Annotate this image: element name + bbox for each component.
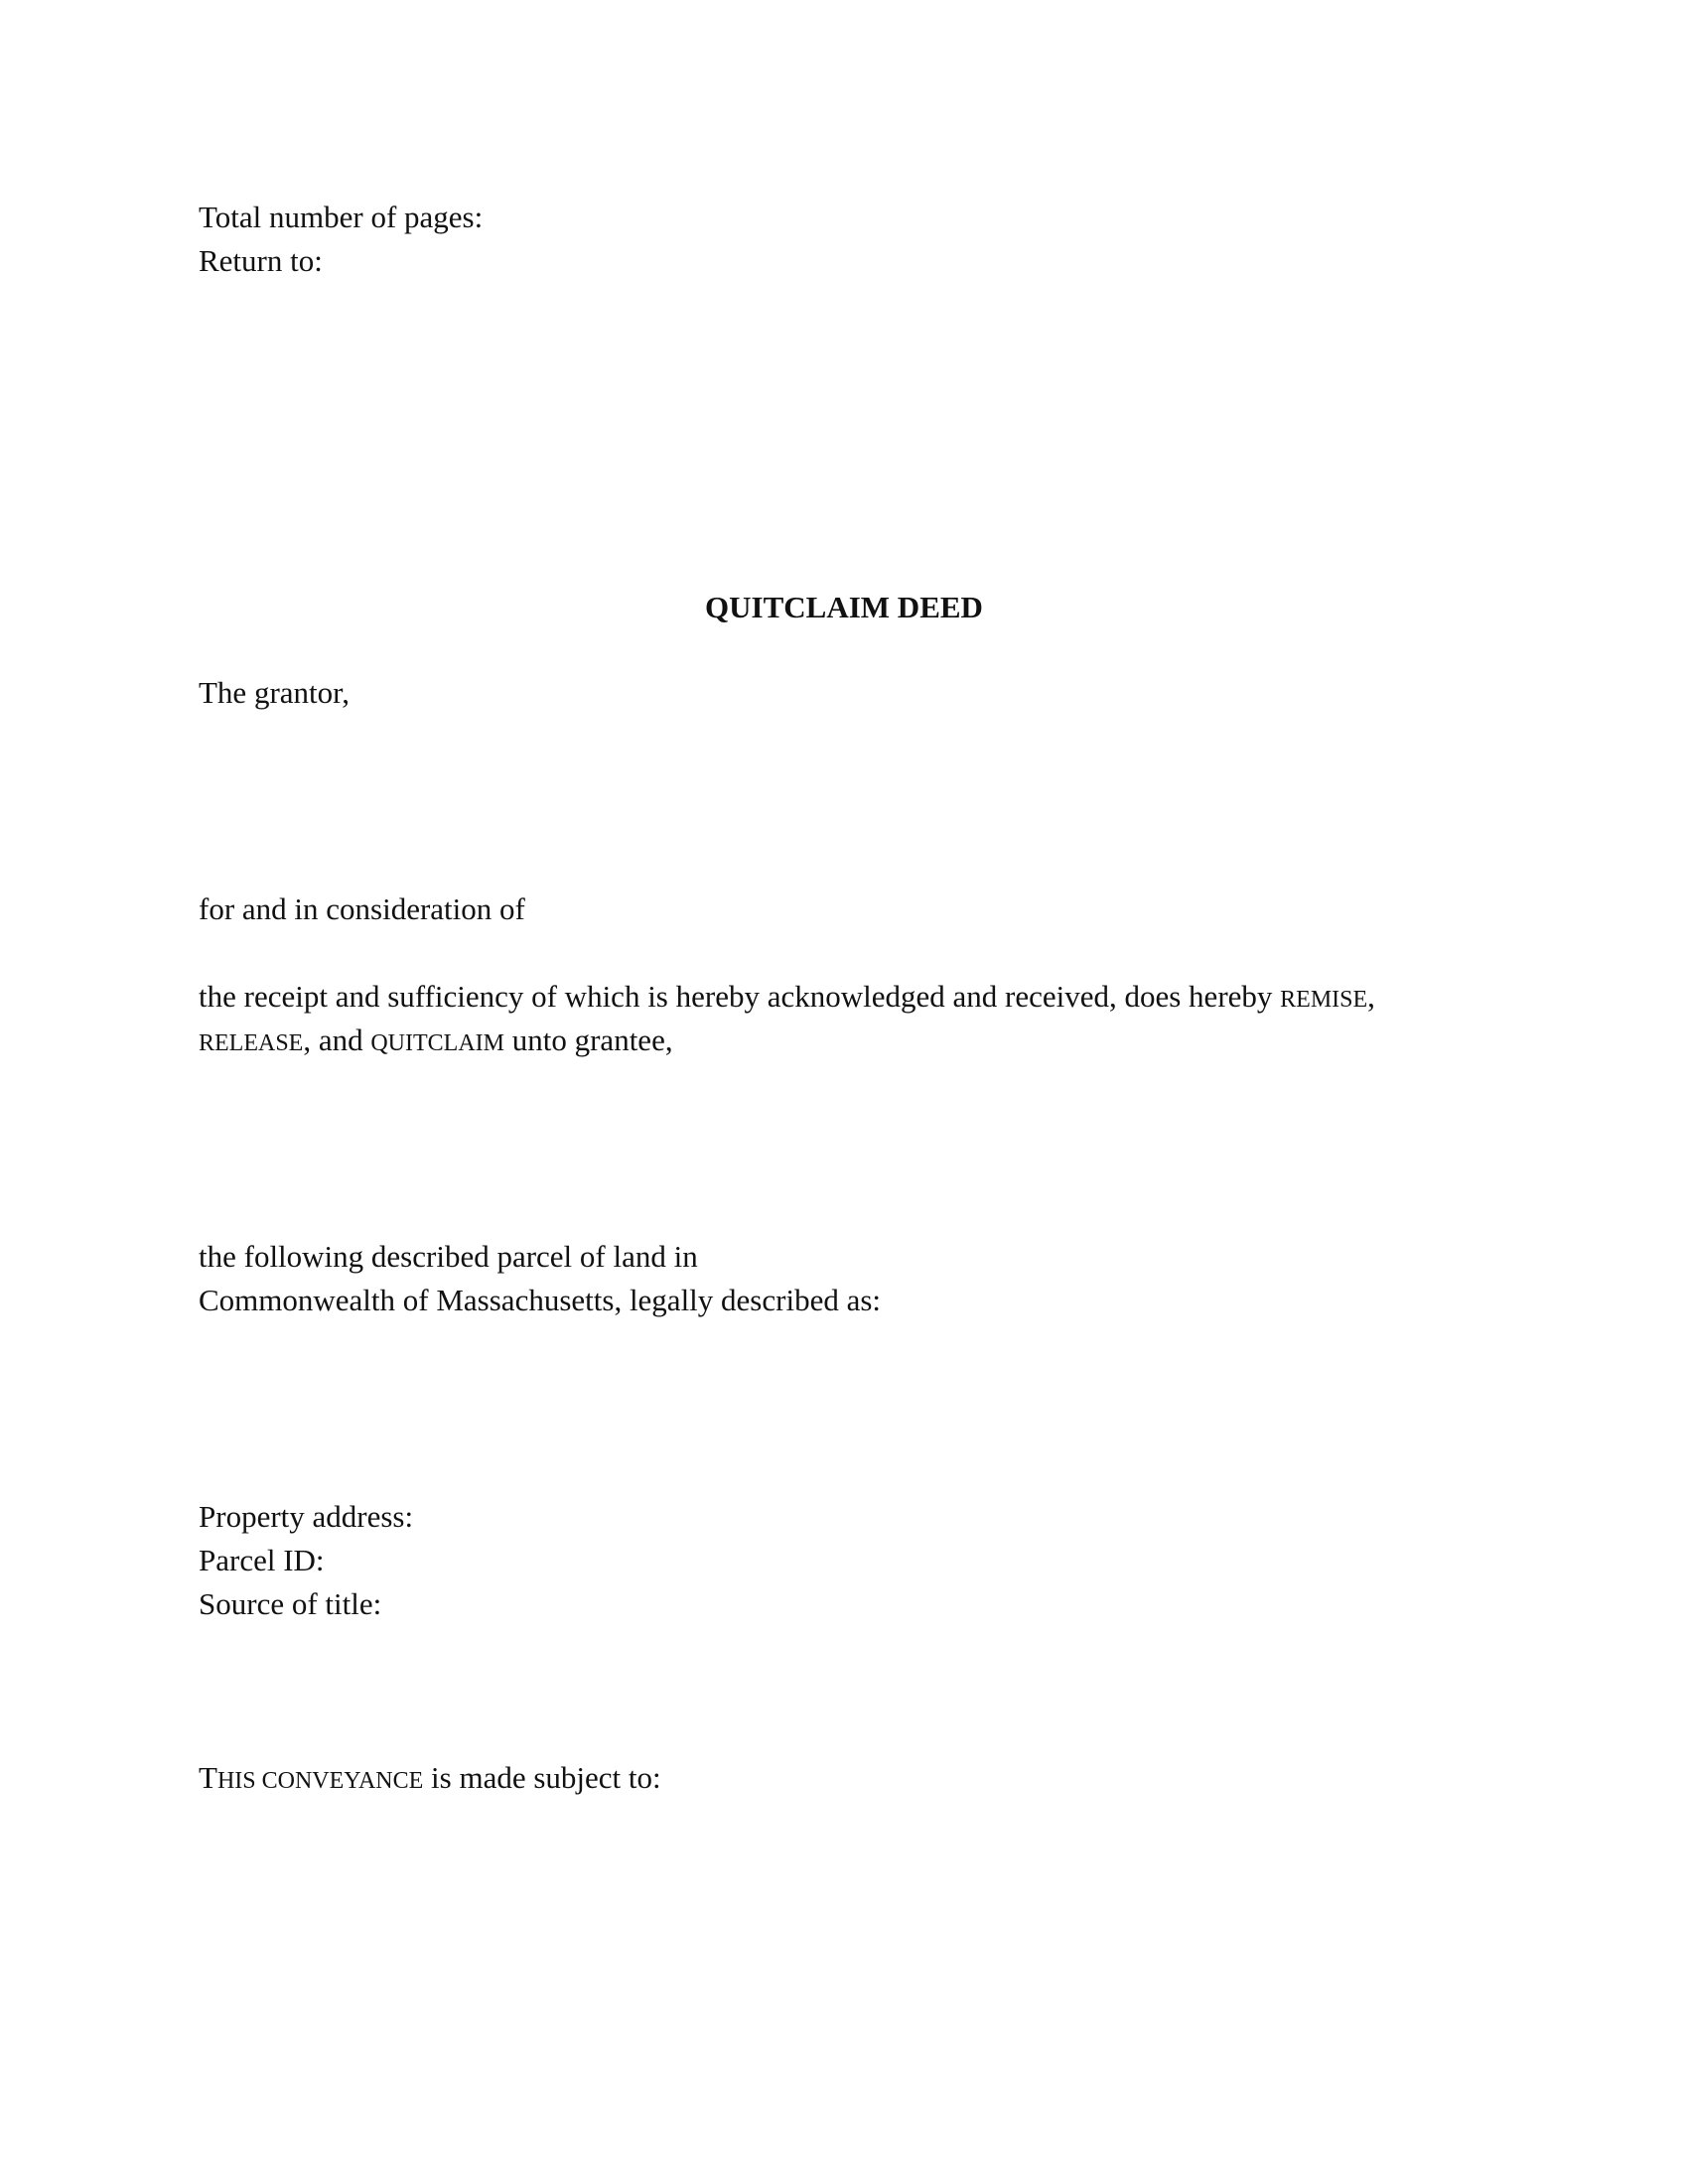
grantor-label: The grantor,: [199, 675, 350, 710]
consideration-label: for and in consideration of: [199, 891, 525, 926]
receipt-clause-line-1: [199, 975, 1375, 1022]
receipt-clause-text: the receipt and sufficiency of which is hereby acknowledged and received, does hereby: [199, 979, 1273, 1014]
receipt-clause-line-2: [199, 1019, 673, 1065]
property-address-label: Property address:: [199, 1499, 414, 1534]
conveyance-initial: T: [199, 1760, 217, 1795]
document-title: QUITCLAIM DEED: [705, 590, 983, 624]
unto-grantee-text: unto grantee,: [511, 1023, 673, 1057]
parcel-description-line-1: the following described parcel of land in: [199, 1239, 698, 1274]
source-of-title-label: Source of title:: [199, 1586, 382, 1621]
total-pages-label: Total number of pages:: [199, 200, 484, 234]
release-term: RELEASE: [199, 1030, 304, 1056]
parcel-id-label: Parcel ID:: [199, 1543, 325, 1577]
quitclaim-term: QUITCLAIM: [370, 1030, 504, 1056]
remise-comma: ,: [1367, 979, 1375, 1014]
conveyance-term: HIS CONVEYANCE: [216, 1768, 424, 1794]
conveyance-line: [199, 1756, 661, 1803]
return-to-label: Return to:: [199, 243, 323, 278]
and-text: , and: [303, 1023, 363, 1057]
parcel-description-line-2: Commonwealth of Massachusetts, legally described as:: [199, 1283, 882, 1317]
remise-term: REMISE: [1280, 987, 1368, 1013]
subject-to-text: is made subject to:: [431, 1760, 661, 1795]
